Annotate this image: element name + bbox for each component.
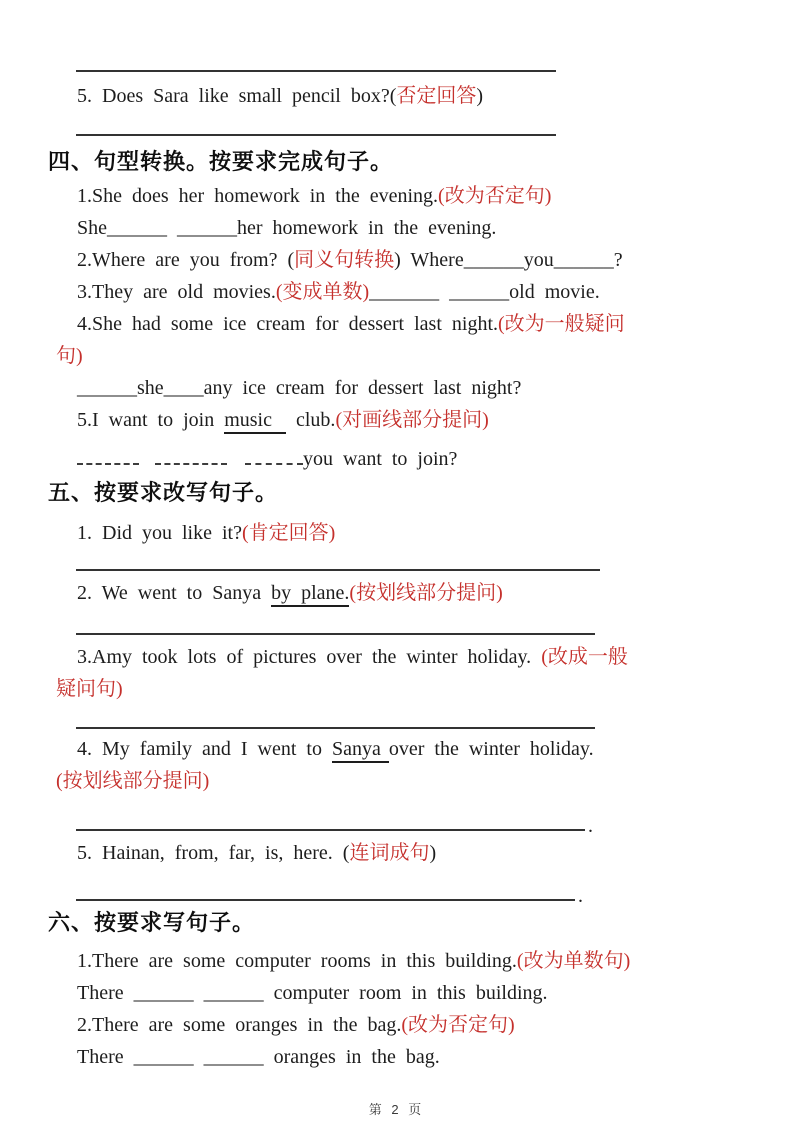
sentence-text: 1.There are some computer rooms in this building. <box>77 950 517 972</box>
instruction-annotation: (改为单数句) <box>516 950 631 972</box>
exercise-line <box>48 180 763 212</box>
exercise-line <box>48 80 763 112</box>
answer-line <box>76 815 763 837</box>
exercise-line <box>48 765 763 797</box>
section-heading <box>48 144 763 180</box>
section-heading <box>48 905 763 941</box>
answer-line <box>76 727 763 729</box>
instruction-annotation: 疑问句) <box>56 678 123 700</box>
instruction-annotation: (改为否定句) <box>401 1014 515 1036</box>
answer-rule <box>76 727 595 729</box>
exercise-line <box>48 340 763 372</box>
sentence-text: 3.They are old movies. <box>77 281 276 303</box>
sentence-text: There ______ ______ oranges in the bag. <box>77 1046 440 1068</box>
instruction-annotation: (改为否定句) <box>438 185 552 207</box>
dashed-blank <box>155 442 227 465</box>
sentence-text: 1.She does her homework in the evening. <box>77 185 439 207</box>
sentence-text: 五、按要求改写句子。 <box>48 480 279 505</box>
sentence-text: ) Where______you______? <box>394 249 623 271</box>
sentence-text: over the winter holiday. <box>388 738 594 760</box>
sentence-text: ) <box>429 842 437 864</box>
answer-rule <box>76 899 575 901</box>
sentence-text: 5. Hainan, from, far, is, here. ( <box>77 842 350 864</box>
sentence-text: ______she____any ice cream for dessert last night? <box>77 377 522 399</box>
sentence-text: 2. We went to Sanya <box>77 582 272 604</box>
sentence-text: _______ ______old movie. <box>369 281 600 303</box>
sentence-text: 2.Where are you from? ( <box>77 249 295 271</box>
sentence-text: ) <box>476 85 484 107</box>
exercise-line <box>48 945 763 977</box>
sentence-text: 5. Does Sara like small pencil box?( <box>77 85 397 107</box>
sentence-text: 4.She had some ice cream for dessert last night. <box>77 313 498 335</box>
sentence-text: music <box>224 409 286 434</box>
instruction-annotation: (按划线部分提问) <box>56 770 210 792</box>
instruction-annotation: (肯定回答) <box>241 522 336 544</box>
exercise-line <box>48 244 763 276</box>
answer-line <box>76 569 763 571</box>
exercise-line <box>48 1041 763 1073</box>
exercise-body <box>0 70 793 1073</box>
exercise-line <box>48 276 763 308</box>
answer-rule <box>76 134 556 136</box>
exercise-line <box>48 372 763 404</box>
exercise-line <box>48 837 763 869</box>
exercise-line <box>48 577 763 609</box>
instruction-annotation: 连词成句 <box>349 842 430 864</box>
instruction-annotation: (按划线部分提问) <box>349 582 503 604</box>
sentence-text: She______ ______her homework in the evening. <box>77 217 497 239</box>
exercise-line <box>48 641 763 673</box>
dashed-blank <box>77 442 139 465</box>
instruction-annotation: (变成单数) <box>275 281 370 303</box>
answer-line <box>76 885 763 907</box>
exercise-line <box>48 1009 763 1041</box>
instruction-annotation: (改为一般疑问 <box>498 313 625 335</box>
answer-line <box>76 134 763 136</box>
dashed-blank <box>245 442 303 465</box>
rule-tail-period: . <box>578 885 583 907</box>
page-footer: 第 2 页 <box>368 1102 425 1117</box>
sentence-text: by plane. <box>271 582 349 607</box>
answer-rule <box>76 70 556 72</box>
sentence-text: 4. My family and I went to <box>77 738 332 760</box>
sentence-text: 六、按要求写句子。 <box>48 910 256 935</box>
rule-tail-period: . <box>588 815 593 837</box>
sentence-text: 2.There are some oranges in the bag. <box>77 1014 402 1036</box>
sentence-text: 1. Did you like it? <box>77 522 242 544</box>
exercise-line <box>48 517 763 549</box>
instruction-annotation: (对画线部分提问) <box>335 409 489 431</box>
exercise-line <box>48 442 763 475</box>
answer-rule <box>76 633 595 635</box>
sentence-text: 3.Amy took lots of pictures over the winter holiday. <box>77 646 542 668</box>
instruction-annotation: 同义句转换 <box>294 249 395 271</box>
sentence-text: Sanya <box>332 738 389 763</box>
answer-rule <box>76 829 585 831</box>
sentence-text: club. <box>286 409 336 431</box>
instruction-annotation: 句) <box>56 345 83 367</box>
exercise-line <box>48 733 763 765</box>
exercise-line <box>48 212 763 244</box>
answer-line <box>76 70 763 72</box>
instruction-annotation: (改成一般 <box>541 646 628 668</box>
answer-rule <box>76 569 600 571</box>
instruction-annotation: 否定回答 <box>396 85 477 107</box>
exercise-line <box>48 977 763 1009</box>
section-heading <box>48 475 763 511</box>
sentence-text: 四、句型转换。按要求完成句子。 <box>48 149 394 174</box>
exercise-line <box>48 673 763 705</box>
answer-line <box>76 633 763 635</box>
sentence-text: you want to join? <box>303 448 458 470</box>
exercise-line <box>48 404 763 436</box>
sentence-text: There ______ ______ computer room in this building. <box>77 982 548 1004</box>
sentence-text: 5.I want to join <box>77 409 225 431</box>
exercise-line <box>48 308 763 340</box>
